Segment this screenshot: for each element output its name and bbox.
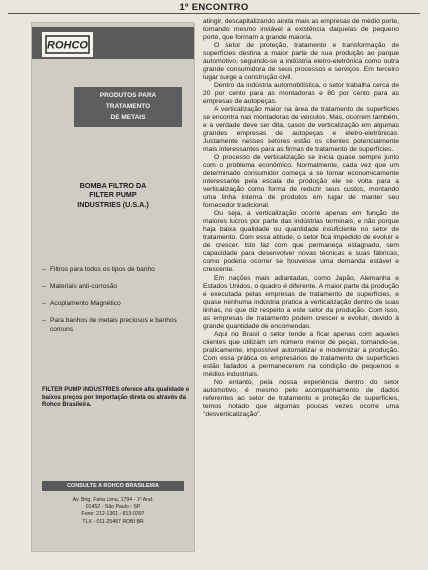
article-paragraph: Dentro da indústria automobilística, o setor trabalha cerca de 20 por cento para as montadoras e 80 por cento para as empresas de autopeças. [203,82,399,106]
address-line: Av. Brig. Faria Lima, 1794 - 1º And. [72,497,154,503]
article-paragraph: atingir, descapitalizando ainda mais as empresas de médio porte, tornando mesmo inviável a existência daquelas de pequeno porte, que formam a grande maioria. [203,18,399,42]
banner-line: PRODUTOS PARA [99,92,157,99]
feature-item: – Filtros para todos os tipos de banho [42,266,155,273]
article-paragraph: No entanto, pela nossa experiência dentro do setor automotivo, é mesmo pelo acompanhamento de dados referentes ao setor de tratamento e proteção de superfícies, temos notado que algumas poucas vezes ocorre uma "desverticalização". [203,378,399,418]
banner-line: TRATAMENTO [105,103,151,110]
address-line: TLX - 011-25487 ROBI BR [82,518,144,525]
address-line: Fone: 212-1361 - 813-0397 [81,511,145,518]
article-paragraph: O setor de proteção, tratamento e transformação de superfícies destina a maior parte de sua produção ao parque automotivo, seguindo-se a indústria eletro-eletrônica como outra grande consumidora de seus processos e serviços. Em terceiro lugar surge a construção civil. [203,42,399,82]
advertisement [31,22,195,552]
logo-bar [32,27,194,59]
article-column [203,18,399,419]
article-paragraph: O processo de verticalização se inicia quase sempre junto com o problema econômico. Normalmente, cada vez que um determinado consumidor começa a se tornar economicamente interessante pela escala de produção ele se volta para a verticalização como forma de reduzir seus custos, montando uma linha interna de produtos em lugar de manter seu fornecedor tradicional. [203,154,399,210]
product-title-line: BOMBA FILTRO DA [79,181,147,190]
svg-text:ROHCO: ROHCO [47,39,88,52]
feature-text: Acoplamento Magnético [50,300,121,307]
article-paragraph: A verticalização maior na área de tratamento de superfícies se encontra nas montadoras de veículos. Mas, ocorrem também, e a verdade deve ser dita, casos de verticalização em algumas grandes empresas de autopeças e eletro-eletrônicas. Justamente nesses setores estão os clientes potencialmente mais interessantes para as firmas de tratamento de superfícies. [203,106,399,154]
product-title-line: INDUSTRIES (U.S.A.) [77,199,149,209]
rohco-logo [42,32,93,57]
address-block [42,497,184,526]
feature-item: – Para banhos de metais preciosos e banhos comuns [42,316,188,334]
feature-item: – Materiais anti-corrosão [42,283,118,290]
product-title-line: FILTER PUMP [89,190,137,200]
article-paragraph: Ou seja, a verticalização ocorre apenas em função de maiores lucros por parte das indústrias terminais, e não porque haja baixa qualidade ou quantidade insuficiente no setor de tratamento. Com essa atitude, o setor fica impedido de evoluir e de crescer. Isto faz com que permaneça estagnado, sem capacidade para desenvolver novas técnicas e suas fábricas, como poderia ocorrer se houvesse uma demanda estável e crescente. [203,210,399,274]
feature-item: – Acoplamento Magnético [42,300,121,307]
feature-text: Filtros para todos os tipos de banho [50,266,155,273]
products-banner [74,87,182,127]
contact-heading: CONSULTE A ROHCO BRASILEIRA [42,481,184,491]
promo-text: FILTER PUMP INDUSTRIES oferece alta qualidade e baixos preços por importação direta ou através da Rohco Brasileira. [42,387,190,409]
feature-text: Materiais anti-corrosão [50,283,118,290]
feature-text: Para banhos de metais preciosos e banhos comuns [50,317,177,333]
product-title [32,181,194,209]
banner-line: DE METAIS [110,114,146,121]
article-paragraph: Aqui no Brasil o setor tende a ficar apenas com aqueles clientes que utilizam um número menor de peças, tornando-se, praticamente, impossível automatizar e modernizar a produção. Com essa prática os empresários de tratamento de superfícies estão fadados a permanecerem na condição de pequenos e médios industriais. [203,330,399,378]
header-rule [8,13,420,14]
feature-list [42,265,188,342]
page-title: 1º ENCONTRO [179,2,249,13]
address-line: 01452 - São Paulo - SP [85,504,141,511]
article-paragraph: Em nações mais adiantadas, como Japão, Alemanha e Estados Unidos, o quadro é diferente. A maior parte da produção é executada pelas empresas de tratamento de superfícies, e quase nenhuma indústria pratica a verticalização dentro de suas linhas, no que diz respeito a este setor da produção. Com isso, as empresas de tratamento podem crescer e evoluir, devido à grande quantidade de encomendas. [203,274,399,330]
